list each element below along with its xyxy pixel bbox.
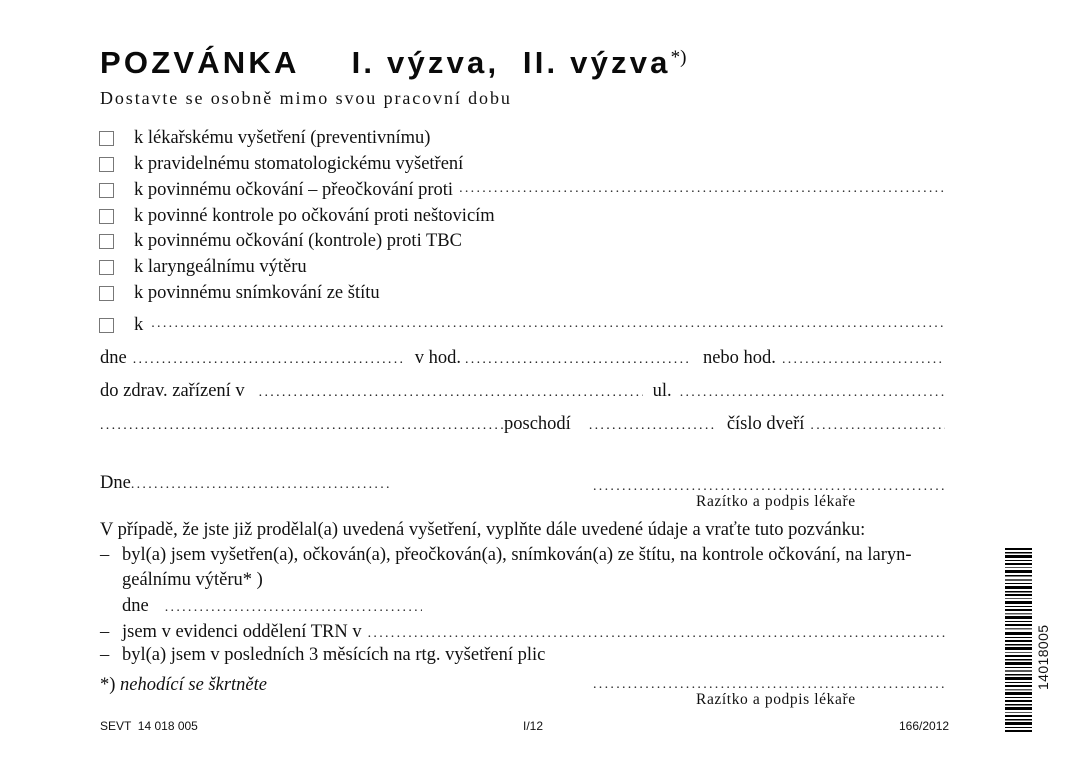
address-continuation-field[interactable]: [100, 414, 504, 435]
checkbox[interactable]: [99, 209, 114, 224]
checkbox[interactable]: [99, 234, 114, 249]
checkbox-item-smallpox-check[interactable]: [99, 205, 944, 227]
checkbox[interactable]: [99, 183, 114, 198]
checkbox-item-laryngeal-swab[interactable]: [99, 256, 944, 278]
response-intro: V případě, že jste již prodělal(a) uvedená vyšetření, vyplňte dále uvedené údaje a vraťte tuto pozvánku:: [100, 520, 866, 540]
checkbox-label: k povinnému snímkování ze štítu: [134, 282, 380, 303]
street-field[interactable]: [680, 381, 945, 402]
facility-label: do zdrav. zařízení v: [100, 381, 245, 401]
checkbox-label: k laryngeálnímu výtěru: [134, 256, 307, 277]
checkbox-item-other[interactable]: [99, 314, 944, 336]
checkbox[interactable]: [99, 157, 114, 172]
title-footnote-mark: *): [670, 47, 687, 68]
barcode-number: 14018005: [1035, 624, 1051, 690]
footnote-mark: *): [100, 675, 116, 695]
barcode-icon: [1005, 548, 1032, 733]
response-date-field[interactable]: [165, 596, 422, 617]
checkbox-item-tbc[interactable]: [99, 230, 944, 252]
checkbox-item-vaccination[interactable]: [99, 179, 944, 201]
time-label: v hod.: [414, 348, 461, 368]
floor-label: poschodí: [504, 414, 571, 434]
checkbox[interactable]: [99, 131, 114, 146]
floor-door-row: [100, 414, 945, 435]
checkbox-label: k: [134, 314, 144, 335]
date-label: dne: [100, 348, 127, 368]
issued-date-row: [100, 473, 390, 494]
title-main: POZVÁNKA: [100, 45, 300, 80]
document-title: [100, 45, 686, 81]
door-field[interactable]: [810, 414, 945, 435]
door-label: číslo dveří: [726, 414, 805, 434]
trn-department-field[interactable]: [368, 622, 945, 643]
checkbox-label: k pravidelnému stomatologickému vyšetření: [134, 153, 464, 174]
checkbox[interactable]: [99, 260, 114, 275]
other-reason-fill-line[interactable]: [151, 312, 944, 336]
checkbox-label: k povinné kontrole po očkování proti neštovicím: [134, 205, 495, 226]
checkbox-item-screen-xray[interactable]: [99, 282, 944, 304]
time-field[interactable]: [465, 348, 691, 369]
footnote-text: nehodící se škrtněte: [120, 675, 267, 695]
checkbox-label: k povinnému očkování – přeočkování proti: [134, 179, 454, 200]
facility-row: [100, 381, 945, 402]
response-item-examined-cont: geálnímu výtěru* ): [122, 570, 263, 590]
subtitle: Dostavte se osobně mimo svou pracovní dobu: [100, 88, 512, 108]
form-code: SEVT 14 018 005: [100, 719, 198, 733]
edition: 166/2012: [899, 719, 950, 733]
response-item-xray: – byl(a) jsem v posledních 3 měsících na rtg. vyšetření plic: [100, 645, 546, 665]
floor-field[interactable]: [589, 414, 717, 435]
issued-date-field[interactable]: [131, 473, 390, 494]
checkbox-item-dental-exam[interactable]: [99, 153, 944, 175]
alt-time-field[interactable]: [782, 348, 945, 369]
response-date-label: dne: [122, 596, 149, 616]
alt-time-label: nebo hod.: [702, 348, 776, 368]
checkbox[interactable]: [99, 318, 114, 333]
appointment-datetime-row: [100, 348, 945, 369]
vaccination-fill-line[interactable]: [459, 177, 944, 201]
signature-label: Razítko a podpis lékaře: [696, 493, 856, 510]
title-calls: I. výzva, II. výzva: [351, 45, 671, 80]
checkbox[interactable]: [99, 286, 114, 301]
checkbox-label: k lékařskému vyšetření (preventivnímu): [134, 127, 431, 148]
response-examined-date-row: [122, 596, 422, 617]
checkbox-label: k povinnému očkování (kontrole) proti TBC: [134, 230, 462, 251]
street-label: ul.: [652, 381, 672, 401]
response-item-examined: – byl(a) jsem vyšetřen(a), očkován(a), přeočkován(a), snímkován(a) ze štítu, na kontrole očkování, na laryn-: [100, 545, 912, 565]
footnote: [100, 675, 267, 696]
facility-field[interactable]: [259, 381, 643, 402]
checkbox-item-preventive-exam[interactable]: [99, 127, 944, 149]
page-code: I/12: [523, 719, 544, 733]
response-item-trn: – jsem v evidenci oddělení TRN v . . .: [100, 622, 945, 643]
date-field[interactable]: [133, 348, 405, 369]
signature-label: Razítko a podpis lékaře: [696, 691, 856, 708]
issued-date-label: Dne: [100, 473, 131, 493]
